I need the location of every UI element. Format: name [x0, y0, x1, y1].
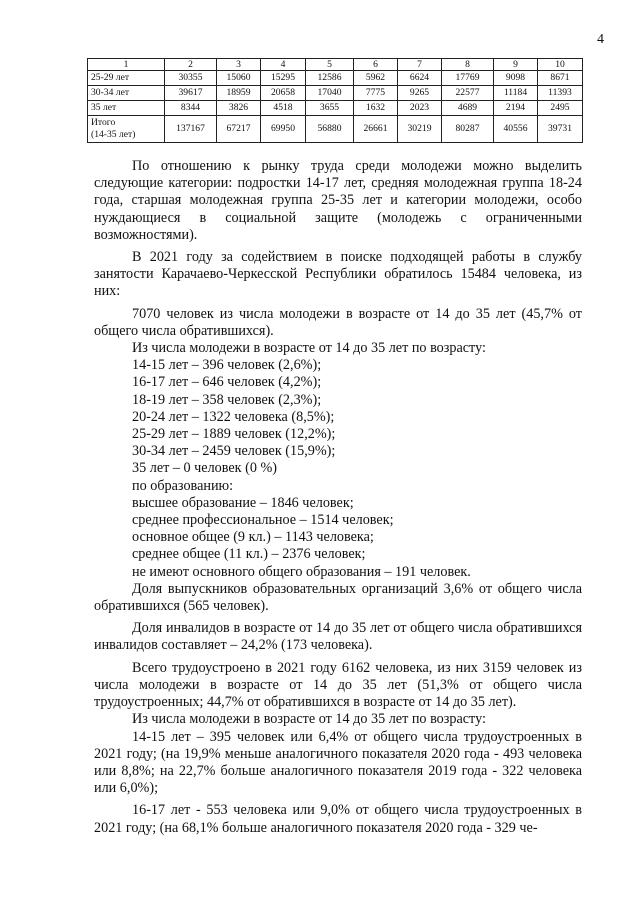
table-cell: 18959 [217, 86, 261, 101]
column-header: 4 [261, 59, 306, 71]
table-cell: 137167 [165, 116, 217, 143]
table-cell: 40556 [494, 116, 538, 143]
table-cell: 22577 [442, 86, 494, 101]
row-label: 30-34 лет [88, 86, 165, 101]
column-header: 7 [398, 59, 442, 71]
paragraph: Всего трудоустроено в 2021 году 6162 человека, из них 3159 человек из числа молодежи в возрасте от 14 до 35 лет (51,3% от общего числа трудоустроенных; 44,7% от обратившихся в возрасте от 14 до 35 лет). [94, 659, 582, 711]
table-cell: 2495 [538, 101, 583, 116]
row-label: 25-29 лет [88, 71, 165, 86]
column-header: 2 [165, 59, 217, 71]
table-cell: 26661 [354, 116, 398, 143]
table-cell: 39617 [165, 86, 217, 101]
table-cell: 6624 [398, 71, 442, 86]
table-cell: 2023 [398, 101, 442, 116]
list-item: среднее профессиональное – 1514 человек; [132, 512, 394, 529]
paragraph: По отношению к рынку труда среди молодежи можно выделить следующие категории: подростки 14-17 лет, средняя молодежная группа 18-24 года, старшая молодежная группа 25-35 лет и категории молодежи, особо нуждающиеся в социальной защите (молодежь с ограниченными возможностями). [94, 158, 582, 243]
paragraph: 7070 человек из числа молодежи в возрасте от 14 до 35 лет (45,7% от общего числа обратившихся). [94, 305, 582, 339]
row-label: 35 лет [88, 101, 165, 116]
table-cell: 17040 [306, 86, 354, 101]
list-item: 20-24 лет – 1322 человека (8,5%); [132, 408, 335, 425]
list-item: 14-15 лет – 396 человек (2,6%); [132, 357, 322, 374]
table-cell: 1632 [354, 101, 398, 116]
page-number: 4 [597, 32, 604, 47]
row-label [88, 116, 165, 143]
paragraph: Доля инвалидов в возрасте от 14 до 35 лет от общего числа обратившихся инвалидов составляет – 24,2% (173 человека). [94, 620, 582, 654]
column-header: 1 [88, 59, 165, 71]
column-header: 8 [442, 59, 494, 71]
column-header: 3 [217, 59, 261, 71]
list-item: по образованию: [132, 477, 234, 494]
row-label-line: (14-35 лет) [91, 129, 136, 140]
table-cell: 3826 [217, 101, 261, 116]
column-header: 5 [306, 59, 354, 71]
list-item: 16-17 лет – 646 человек (4,2%); [132, 374, 322, 391]
table-cell: 69950 [261, 116, 306, 143]
table-cell: 20658 [261, 86, 306, 101]
paragraph: В 2021 году за содействием в поиске подходящей работы в службу занятости Карачаево-Черкесской Республики обратилось 15484 человека, из них: [94, 249, 582, 300]
table-cell: 67217 [217, 116, 261, 143]
table-cell: 39731 [538, 116, 583, 143]
table-row [88, 71, 583, 86]
table-cell: 4518 [261, 101, 306, 116]
table-cell: 56880 [306, 116, 354, 143]
table-cell: 4689 [442, 101, 494, 116]
column-header: 9 [494, 59, 538, 71]
column-header: 10 [538, 59, 583, 71]
table-cell: 2194 [494, 101, 538, 116]
table-cell: 7775 [354, 86, 398, 101]
table-cell: 30355 [165, 71, 217, 86]
list-item: высшее образование – 1846 человек; [132, 494, 354, 511]
column-header: 6 [354, 59, 398, 71]
paragraph: Из числа молодежи в возрасте от 14 до 35 лет по возрасту: [132, 340, 486, 357]
table-cell: 15060 [217, 71, 261, 86]
document-body [94, 158, 582, 837]
table-header-row [88, 59, 583, 71]
list-item: 35 лет – 0 человек (0 %) [132, 460, 278, 477]
list-item: 18-19 лет – 358 человек (2,3%); [132, 391, 322, 408]
table-cell: 3655 [306, 101, 354, 116]
paragraph: 16-17 лет - 553 человека или 9,0% от общего числа трудоустроенных в 2021 году; (на 68,1% больше аналогичного показателя 2020 года - 329 че- [94, 802, 582, 836]
paragraph: Из числа молодежи в возрасте от 14 до 35 лет по возрасту: [132, 711, 486, 728]
table-total-row [88, 116, 583, 143]
list-item: 25-29 лет – 1889 человек (12,2%); [132, 426, 336, 443]
table-row [88, 86, 583, 101]
table-cell: 11184 [494, 86, 538, 101]
table-cell: 11393 [538, 86, 583, 101]
table-row [88, 101, 583, 116]
list-item: среднее общее (11 кл.) – 2376 человек; [132, 546, 366, 563]
list-item: 30-34 лет – 2459 человек (15,9%); [132, 443, 336, 460]
list-item: основное общее (9 кл.) – 1143 человека; [132, 529, 374, 546]
paragraph: 14-15 лет – 395 человек или 6,4% от общего числа трудоустроенных в 2021 году; (на 19,9% меньше аналогичного показателя 2020 года - 493 человека или 8,8%; на 22,7% больше аналогичного показателя 2019 года - 322 человека или 6,0%); [94, 728, 582, 797]
paragraph: Доля выпускников образовательных организаций 3,6% от общего числа обратившихся (565 человек). [94, 580, 582, 615]
youth-statistics-table [87, 58, 583, 143]
table-cell: 5962 [354, 71, 398, 86]
table-cell: 17769 [442, 71, 494, 86]
table-cell: 9098 [494, 71, 538, 86]
table-cell: 80287 [442, 116, 494, 143]
row-label-line: Итого [91, 117, 116, 128]
table-cell: 9265 [398, 86, 442, 101]
table-cell: 8671 [538, 71, 583, 86]
table-cell: 15295 [261, 71, 306, 86]
list-item: не имеют основного общего образования – 191 человек. [132, 563, 471, 580]
table-cell: 30219 [398, 116, 442, 143]
table-cell: 8344 [165, 101, 217, 116]
table-cell: 12586 [306, 71, 354, 86]
